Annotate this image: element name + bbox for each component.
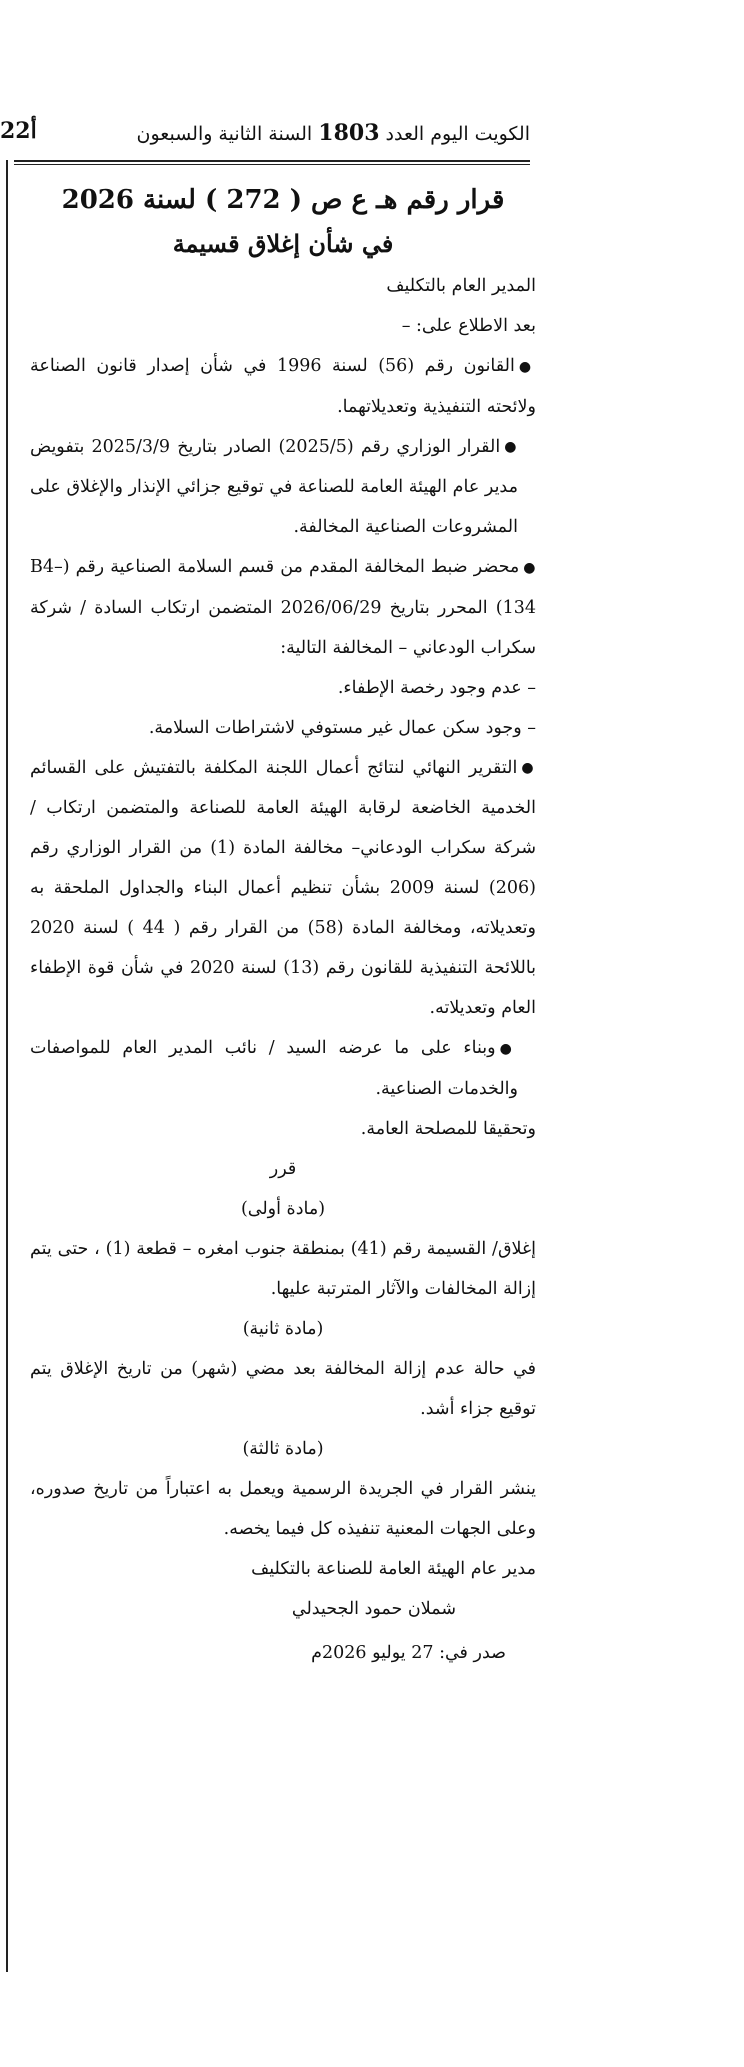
article-text: ينشر القرار في الجريدة الرسمية ويعمل به اعتباراً من تاريخ صدوره، وعلى الجهات المعنية تنفيذه كل فيما يخصه. [30,1478,536,1539]
recital-item: ●وبناء على ما عرضه السيد / نائب المدير العام للمواصفات والخدمات الصناعية. [30,1038,519,1099]
header-rule [14,160,530,162]
column-rule [6,160,8,1972]
article-heading: (مادة ثانية) [242,1318,324,1339]
bullet-icon: ● [504,439,518,455]
issue-date: صدر في: 27 يوليو 2026م [311,1642,506,1663]
signature-title: مدير عام الهيئة العامة للصناعة بالتكليف [251,1558,536,1579]
article-heading: (مادة أولى) [240,1198,326,1219]
decree-title: قرار رقم هـ ع ص ( 272 ) لسنة 2026 [61,185,505,215]
issue-number: 1803 [318,120,380,146]
signatory-name: شملان حمود الجحيدلي [291,1598,456,1619]
bullet-icon: ● [523,559,536,576]
preamble-line: بعد الاطلاع على: – [401,316,536,336]
recital-item: ●القرار الوزاري رقم (2025/5) الصادر بتاريخ 2025/3/9 بتفويض مدير عام الهيئة العامة للصناعة في توقيع جزائي الإنذار والإغلاق على المشروعات الصناعية المخالفة. [30,436,518,537]
violation-item: – وجود سكن عمال غير مستوفي لاشتراطات السلامة. [148,717,536,738]
running-head-title: الكويت اليوم العدد [385,123,530,145]
running-head [30,120,530,146]
header-rule-thin [14,164,530,165]
decree-subject: في شأن إغلاق قسيمة [172,229,394,258]
bullet-icon: ● [499,1040,519,1057]
article-text: في حالة عدم إزالة المخالفة بعد مضي (شهر) من تاريخ الإغلاق يتم توقيع جزاء أشد. [30,1358,536,1419]
bullet-icon: ● [518,358,537,375]
article-heading: (مادة ثالثة) [242,1438,324,1459]
issuer-line: المدير العام بالتكليف [386,276,536,296]
decree-column [30,178,536,1673]
recital-item: ●القانون رقم (56) لسنة 1996 في شأن إصدار قانون الصناعة ولائحته التنفيذية وتعديلاتهما. [30,356,537,417]
page-number: 22أ [0,118,37,144]
violation-item: – عدم وجود رخصة الإطفاء. [337,677,536,698]
recital-item: ●محضر ضبط المخالفة المقدم من قسم السلامة الصناعية رقم (B4–134) المحرر بتاريخ 2026/06/29 المتضمن ارتكاب السادة / شركة سكراب الودعاني – المخالفة التالية: [30,557,536,658]
bullet-icon: ● [521,760,536,776]
closing-line: وتحقيقا للمصلحة العامة. [360,1118,536,1139]
decided-heading: قرر [269,1158,297,1179]
recital-item: ●التقرير النهائي لنتائج أعمال اللجنة المكلفة بالتفتيش على القسائم الخدمية الخاضعة لرقابة الهيئة العامة للصناعة والمتضمن ارتكاب / شركة سكراب الودعاني– مخالفة المادة (1) من القرار الوزاري رقم (206) لسنة 2009 بشأن تنظيم أعمال البناء والجداول الملحقة به وتعديلاته، ومخالفة المادة (58) من القرار رقم ( 44 ) لسنة 2020 باللائحة التنفيذية للقانون رقم (13) لسنة 2020 في شأن قوة الإطفاء العام وتعديلاته. [30,757,537,1018]
article-text: إغلاق/ القسيمة رقم (41) بمنطقة جنوب امغره – قطعة (1) ، حتى يتم إزالة المخالفات والآثار المترتبة عليها. [30,1238,536,1299]
running-head-year: السنة الثانية والسبعون [136,123,313,145]
